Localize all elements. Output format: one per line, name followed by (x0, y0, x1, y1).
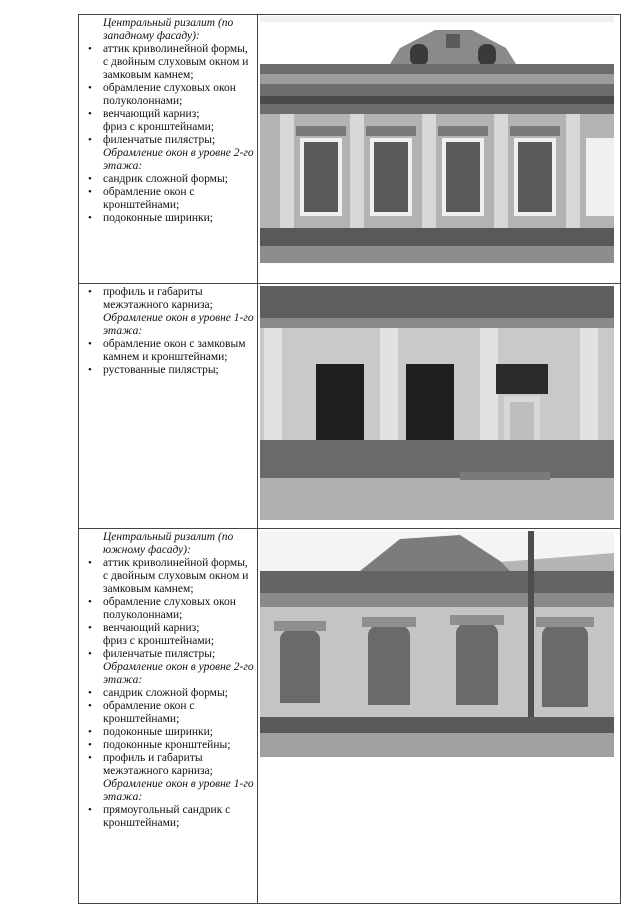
feature-item: • подоконные кронштейны; (83, 739, 255, 752)
feature-item: Обрамление окон в уровне 2-го этажа: (103, 147, 254, 172)
features-cell (79, 529, 258, 904)
feature-item: • аттик криволинейной формы, с двойным слуховым окном и замковым камнем; (83, 43, 255, 82)
feature-item: • сандрик сложной формы; (83, 173, 255, 186)
table-row (79, 15, 621, 284)
feature-item: • венчающий карниз; (83, 622, 255, 635)
table-row (79, 284, 621, 529)
feature-item: • филенчатые пилястры; (83, 648, 255, 661)
feature-item: • рустованные пилястры; (83, 364, 255, 377)
feature-item: • подоконные ширинки; (83, 212, 255, 225)
photo-cell (258, 284, 621, 529)
row-heading: Центральный ризалит (по западному фасаду): (103, 17, 234, 42)
feature-item: • аттик криволинейной формы, с двойным слуховым окном и замковым камнем; (83, 557, 255, 596)
photo-cell (258, 529, 621, 904)
feature-item: • венчающий карниз; (83, 108, 255, 121)
feature-item: • обрамление слуховых окон полуколоннами; (83, 82, 255, 108)
feature-item: • профиль и габариты межэтажного карниза; (83, 752, 255, 778)
feature-item: фриз с кронштейнами; (103, 121, 215, 133)
feature-item: фриз с кронштейнами; (103, 635, 215, 647)
feature-item: • сандрик сложной формы; (83, 687, 255, 700)
feature-item: • филенчатые пилястры; (83, 134, 255, 147)
feature-item: Обрамление окон в уровне 1-го этажа: (103, 312, 254, 337)
features-cell (79, 15, 258, 284)
photo-cell (258, 15, 621, 284)
feature-item: • обрамление окон с замковым камнем и кронштейнами; (83, 338, 255, 364)
feature-item: Обрамление окон в уровне 1-го этажа: (103, 778, 254, 803)
table-row (79, 529, 621, 904)
feature-list (83, 43, 255, 225)
west-facade-upper-photo (260, 16, 614, 263)
feature-list (83, 286, 255, 377)
feature-item: • обрамление окон с кронштейнами; (83, 700, 255, 726)
west-facade-lower-photo (260, 286, 614, 520)
feature-item: • подоконные ширинки; (83, 726, 255, 739)
features-cell (79, 284, 258, 529)
feature-list (83, 557, 255, 830)
feature-item: Обрамление окон в уровне 2-го этажа: (103, 661, 254, 686)
south-facade-photo (260, 531, 614, 757)
feature-item: • профиль и габариты межэтажного карниза; (83, 286, 255, 312)
feature-item: • прямоугольный сандрик с кронштейнами; (83, 804, 255, 830)
feature-item: • обрамление окон с кронштейнами; (83, 186, 255, 212)
row-heading: Центральный ризалит (по южному фасаду): (103, 531, 234, 556)
feature-table (78, 14, 621, 904)
feature-item: • обрамление слуховых окон полуколоннами; (83, 596, 255, 622)
